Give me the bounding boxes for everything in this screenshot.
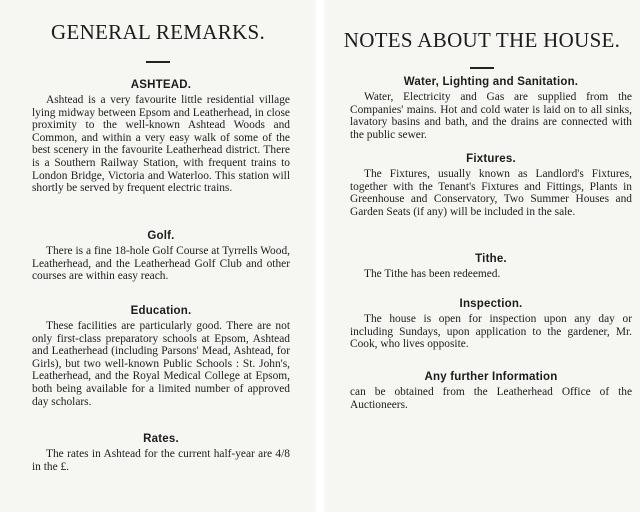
section-text: Ashtead is a very favourite little residential village lying midway between Epsom and Leatherhead, in close proximity to the well-known Ashtead Woods and Common, and within a very easy walk of some of the best scenery in the favourite Leatherhead district. There is a Southern Railway Station, with frequent trains to London Bridge, Victoria and Waterloo. This station will shortly be served by frequent electric trains. <box>32 94 290 195</box>
section-text: There is a fine 18-hole Golf Course at Tyrrells Wood, Leatherhead, and the Leatherhead Golf Club and other courses are within easy reach. <box>32 245 290 283</box>
section-heading: Inspection. <box>459 298 523 310</box>
page-title-general-remarks: GENERAL REMARKS. <box>50 20 266 44</box>
section-fixtures <box>350 152 632 218</box>
section-heading: Rates. <box>143 433 179 445</box>
page-gutter <box>316 0 324 512</box>
section-text: can be obtained from the Leatherhead Office of the Auctioneers. <box>350 386 632 411</box>
section-heading: Any further Information <box>424 371 558 383</box>
section-text: These facilities are particularly good. There are not only first-class preparatory schools at Epsom, Ashtead and Leatherhead (including Parsons' Mead, Ashtead, for Girls), but two well-known Public Schools : St. John's, Leatherhead, and the Royal Medical College at Epsom, both being available for a limited number of approved day scholars. <box>32 320 290 408</box>
section-tithe <box>350 252 632 281</box>
section-text: The Fixtures, usually known as Landlord's Fixtures, together with the Tenant's Fixtures and Fittings, Plants in Greenhouse and Conservatory, Two Summer Houses and Garden Seats (if any) will be included in the sale. <box>350 168 632 218</box>
section-heading: Tithe. <box>475 253 507 265</box>
section-water-lighting-sanitation <box>350 75 632 141</box>
section-text: The rates in Ashtead for the current half-year are 4/8 in the £. <box>32 448 290 473</box>
section-heading: Water, Lighting and Sanitation. <box>403 76 579 88</box>
section-text: The house is open for inspection upon any day or including Sundays, upon application to the gardener, Mr. Cook, who lives opposite. <box>350 313 632 351</box>
section-heading: ASHTEAD. <box>130 79 192 91</box>
section-text: The Tithe has been redeemed. <box>364 268 501 280</box>
section-ashtead <box>32 78 290 195</box>
section-heading: Fixtures. <box>466 153 516 165</box>
section-golf <box>32 229 290 283</box>
right-page <box>324 0 640 512</box>
section-inspection <box>350 297 632 351</box>
title-divider <box>146 61 170 63</box>
section-education <box>32 304 290 408</box>
section-further-information <box>350 370 632 411</box>
left-page <box>0 0 316 512</box>
title-divider <box>470 67 494 69</box>
section-heading: Education. <box>130 305 192 317</box>
section-text: Water, Electricity and Gas are supplied from the Companies' mains. Hot and cold water is laid on to all sinks, lavatory basins and bath, and the drains are connected with the public sewer. <box>350 91 632 141</box>
page-title-notes-about-the-house: NOTES ABOUT THE HOUSE. <box>343 28 621 52</box>
section-rates <box>32 432 290 473</box>
section-heading: Golf. <box>147 230 175 242</box>
